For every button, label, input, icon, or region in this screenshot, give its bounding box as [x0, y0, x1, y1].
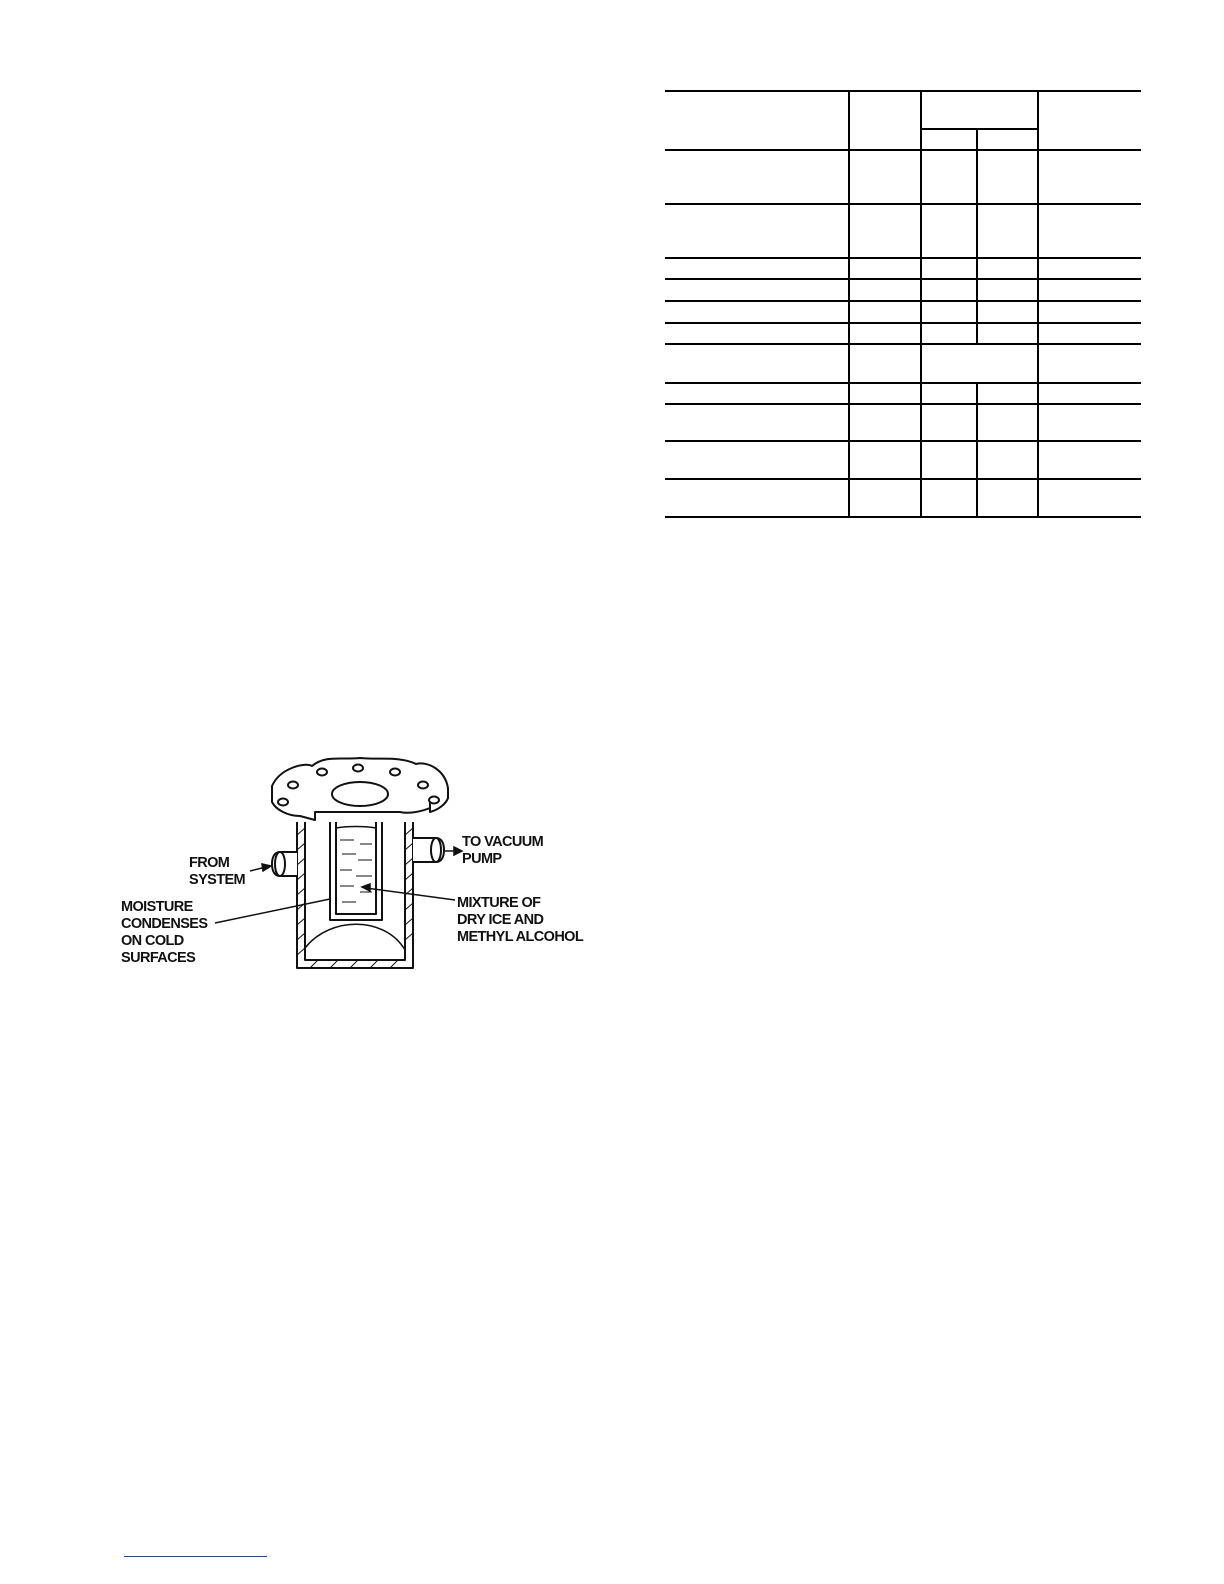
bore-opening	[332, 782, 388, 806]
bolt-icon	[390, 769, 400, 776]
bolt-icon	[429, 797, 439, 804]
bolt-icon	[353, 765, 363, 772]
inner-tube	[330, 822, 382, 920]
footnote-rule	[124, 1556, 267, 1557]
bolt-icon	[418, 782, 428, 789]
bolt-icon	[317, 769, 327, 776]
ruled-table	[0, 0, 1224, 540]
from-system-label: FROM SYSTEM	[189, 855, 246, 888]
bolt-icon	[288, 782, 298, 789]
to-vacuum-pump-label: TO VACUUM PUMP	[462, 834, 544, 867]
bolt-icon	[278, 799, 288, 806]
outer-shell	[297, 822, 413, 968]
mixture-label: MIXTURE OF DRY ICE AND METHYL ALCOHOL	[457, 895, 584, 945]
moisture-condenses-label: MOISTURE CONDENSES ON COLD SURFACES	[121, 899, 208, 966]
